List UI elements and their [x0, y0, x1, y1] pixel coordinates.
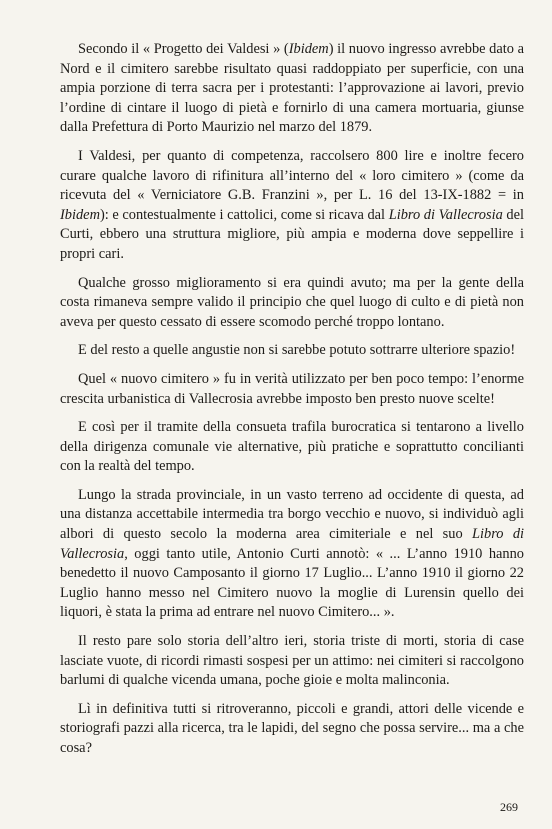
text-run: , oggi tanto utile, Antonio Curti annotò: « ... L’anno 1910 hanno benedetto il nuovo Camposanto il giorno 17 Luglio... L’anno 1910 il giorno 22 Luglio hanno messo nel Cimitero nuovo la moglie di Lurensin quello dei liquori, è stata la prima ad entrare nel nuovo Cimitero... ». — [60, 545, 524, 621]
page-number: 269 — [500, 800, 518, 814]
text-run: Lungo la strada provinciale, in un vasto terreno ad occidente di questa, ad una distanza accettabile intermedia tra borgo vecchio e nuovo, si individuò agli albori di questo secolo la moderna area cimiteriale e nel suo — [60, 486, 524, 543]
paragraph — [60, 418, 524, 477]
text-run: Quel « nuovo cimitero » fu in verità utilizzato per ben poco tempo: l’enorme crescita urbanistica di Vallecrosia avrebbe imposto ben presto nuove scelte! — [60, 370, 524, 407]
italic-title: Ibidem — [288, 41, 329, 57]
italic-title: Ibidem — [60, 206, 100, 223]
paragraph — [60, 147, 524, 265]
italic-title: Libro di Vallecrosia — [60, 526, 525, 562]
page-body — [60, 40, 524, 768]
text-run: Qualche grosso miglioramento si era quindi avuto; ma per la gente della costa rimaneva sempre valido il principio che quel luogo di culto e di pietà non aveva per questo cessato di essere scomodo perché troppo lontano. — [60, 274, 524, 330]
paragraph — [60, 370, 524, 409]
paragraph — [60, 274, 524, 333]
text-run: E del resto a quelle angustie non si sarebbe potuto sottrarre ulteriore spazio! — [78, 342, 516, 359]
paragraph — [60, 341, 524, 361]
text-run: I Valdesi, per quanto di competenza, raccolsero 800 lire e inoltre fecero curare qualche lavoro di rifinitura all’interno del « loro cimitero » (come da ricevuta del « Verniciatore G.B. Franzini », per L. 16 del 13-IX-1882 = in — [60, 147, 524, 204]
paragraph — [60, 486, 524, 623]
text-run: Il resto pare solo storia dell’altro ieri, storia triste di morti, storia di case lasciate vuote, di ricordi rimasti sospesi per un attimo: nei cimiteri si raccolgono barlumi di qualche vicenda umana, poche gioie e molta malinconia. — [60, 633, 524, 689]
text-run: ): e contestualmente i cattolici, come si ricava dal — [99, 206, 389, 223]
text-run: ) il nuovo ingresso avrebbe dato a Nord e il cimitero sarebbe risultato quasi raddoppiato per superficie, con una ampia porzione di terra sacra per i protestanti: l’approvazione ai lavori, previo l’ordine di cintare il luogo di pietà e fornirlo di una camera mortuaria, giunse dalla Prefettura di Porto Maurizio nel marzo del 1879. — [60, 41, 524, 136]
text-run: Lì in definitiva tutti si ritroveranno, piccoli e grandi, attori delle vicende e storiografi pazzi alla ricerca, tra le lapidi, del segno che possa servire... ma a che cosa? — [60, 700, 524, 756]
text-run: del Curti, ebbero una struttura migliore, più ampia e moderna dove seppellire i propri cari. — [60, 206, 524, 262]
paragraph — [60, 700, 524, 759]
paragraph — [60, 40, 524, 138]
text-run: Secondo il « Progetto dei Valdesi » ( — [78, 41, 289, 57]
paragraph — [60, 632, 524, 691]
italic-title: Libro di Vallecrosia — [388, 206, 503, 223]
text-run: E così per il tramite della consueta trafila burocratica si tentarono a livello della dirigenza comunale vie alternative, più pratiche e soprattutto concilianti con la realtà del tempo. — [60, 419, 524, 475]
